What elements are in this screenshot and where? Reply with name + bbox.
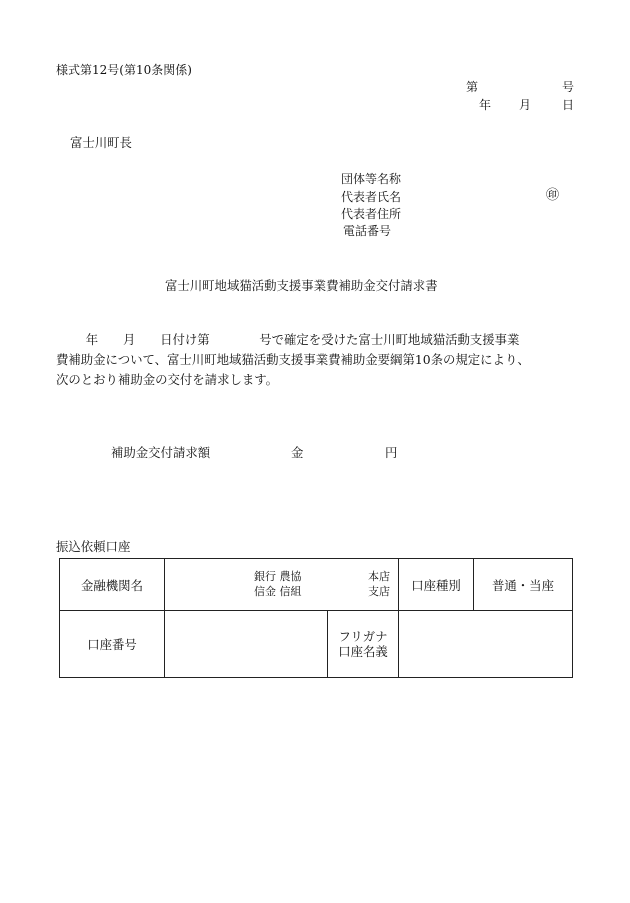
account-type-value: 普通・当座 — [492, 577, 554, 593]
account-type-label-cell — [399, 559, 474, 611]
bank-types — [254, 569, 302, 599]
holder-label: 口座名義 — [338, 644, 388, 659]
org-name-label: 団体等名称 — [341, 172, 402, 186]
bank-section-heading: 振込依頼口座 — [56, 539, 131, 554]
account-number-value-cell[interactable] — [165, 611, 328, 678]
bank-account-table — [59, 558, 573, 678]
form-number: 様式第12号(第10条関係) — [56, 63, 192, 77]
furigana-label: フリガナ — [338, 629, 388, 644]
account-type-label: 口座種別 — [411, 577, 461, 593]
amount-yen: 円 — [385, 445, 398, 460]
body-line-1: 年 月 日付け第 号で確定を受けた富士川町地域猫活動支援事業 — [61, 332, 520, 347]
date-month: 月 — [519, 98, 532, 112]
institution-label-cell — [60, 559, 165, 611]
document-title: 富士川町地域猫活動支援事業費補助金交付請求書 — [165, 278, 438, 293]
amount-kin: 金 — [291, 445, 304, 460]
rep-name-label: 代表者氏名 — [341, 190, 402, 204]
date-year: 年 — [479, 98, 492, 112]
account-type-value-cell[interactable] — [474, 559, 573, 611]
body-line-2: 費補助金について、富士川町地域猫活動支援事業費補助金要綱第10条の規定により、 — [56, 352, 530, 367]
bank-types-line-1: 銀行 農協 — [254, 570, 302, 583]
amount-label: 補助金交付請求額 — [111, 445, 211, 460]
date-day: 日 — [562, 98, 575, 112]
institution-label: 金融機関名 — [81, 577, 143, 593]
doc-number-suffix: 号 — [562, 80, 575, 94]
account-number-label: 口座番号 — [87, 637, 137, 652]
holder-label-cell — [328, 611, 399, 678]
body-line-3: 次のとおり補助金の交付を請求します。 — [56, 372, 279, 387]
rep-address-label: 代表者住所 — [341, 207, 402, 221]
account-number-label-cell — [60, 611, 165, 678]
branch-line-2: 支店 — [368, 585, 390, 598]
branch-types — [368, 569, 390, 599]
seal-mark: ㊞ — [546, 188, 560, 203]
doc-number-prefix: 第 — [466, 80, 479, 94]
addressee: 富士川町長 — [70, 135, 132, 150]
phone-label: 電話番号 — [343, 224, 392, 238]
institution-value-cell[interactable] — [165, 559, 399, 611]
holder-value-cell[interactable] — [399, 611, 573, 678]
body-paragraph — [56, 330, 586, 390]
branch-line-1: 本店 — [368, 570, 390, 583]
bank-types-line-2: 信金 信組 — [254, 585, 302, 598]
